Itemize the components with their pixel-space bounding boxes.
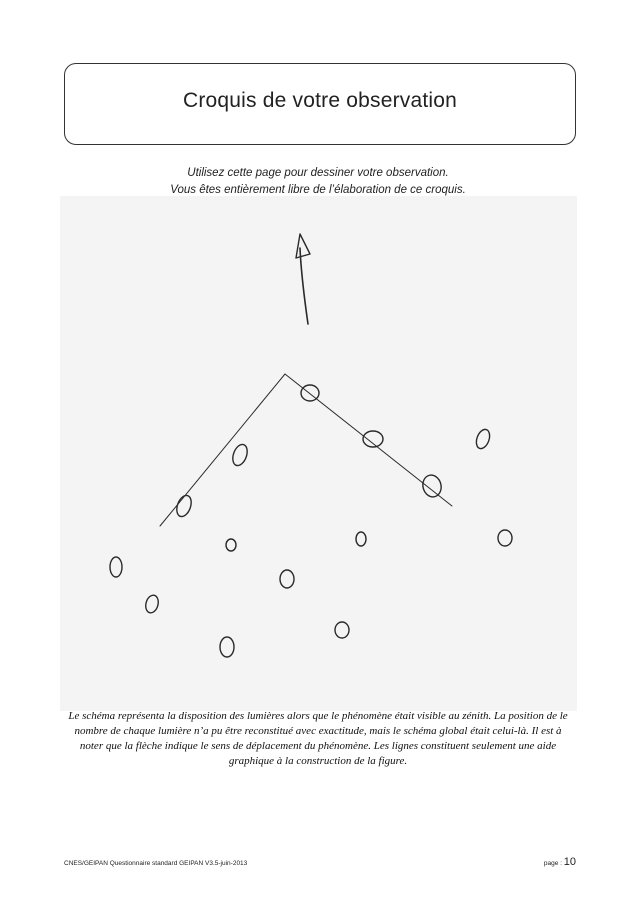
light: [363, 431, 383, 447]
light: [230, 442, 250, 467]
instructions-line-1: Utilisez cette page pour dessiner votre observation.: [187, 167, 449, 179]
light: [356, 532, 366, 546]
instructions: [0, 165, 636, 199]
light: [474, 428, 492, 451]
direction-arrow-head: [296, 234, 310, 258]
title-box: [64, 63, 576, 145]
sketch-drawing: [60, 196, 577, 711]
footer-page-indicator: [544, 856, 576, 868]
footer-document-reference: CNES/GEIPAN Questionnaire standard GEIPAN V3.5-juin-2013: [64, 860, 248, 867]
sketch-area: [60, 196, 577, 711]
light: [220, 637, 234, 657]
light: [335, 622, 349, 638]
page-number: 10: [563, 856, 576, 868]
sketch-caption: Le schéma représenta la disposition des lumières alors que le phénomène était visible au zénith. La position de le nombre de chaque lumière n’a pu être reconstitué avec exactitude, mais le schéma global était celui-là. Il est à noter que la flèche indique le sens de déplacement du phénomène. Les lignes constituent seulement une aide graphique à la construction de la figure.: [68, 710, 568, 767]
page-title: Croquis de votre observation: [182, 89, 458, 112]
light: [280, 570, 294, 588]
guide-line-right: [285, 374, 452, 506]
light: [498, 530, 512, 546]
page-label: page :: [543, 860, 564, 867]
light: [420, 473, 443, 499]
light: [226, 539, 236, 551]
light: [110, 557, 122, 577]
direction-arrow-shaft: [300, 248, 308, 324]
light: [144, 594, 160, 614]
light: [301, 385, 319, 401]
instructions-line-2: Vous êtes entièrement libre de l’élaboration de ce croquis.: [170, 184, 466, 196]
